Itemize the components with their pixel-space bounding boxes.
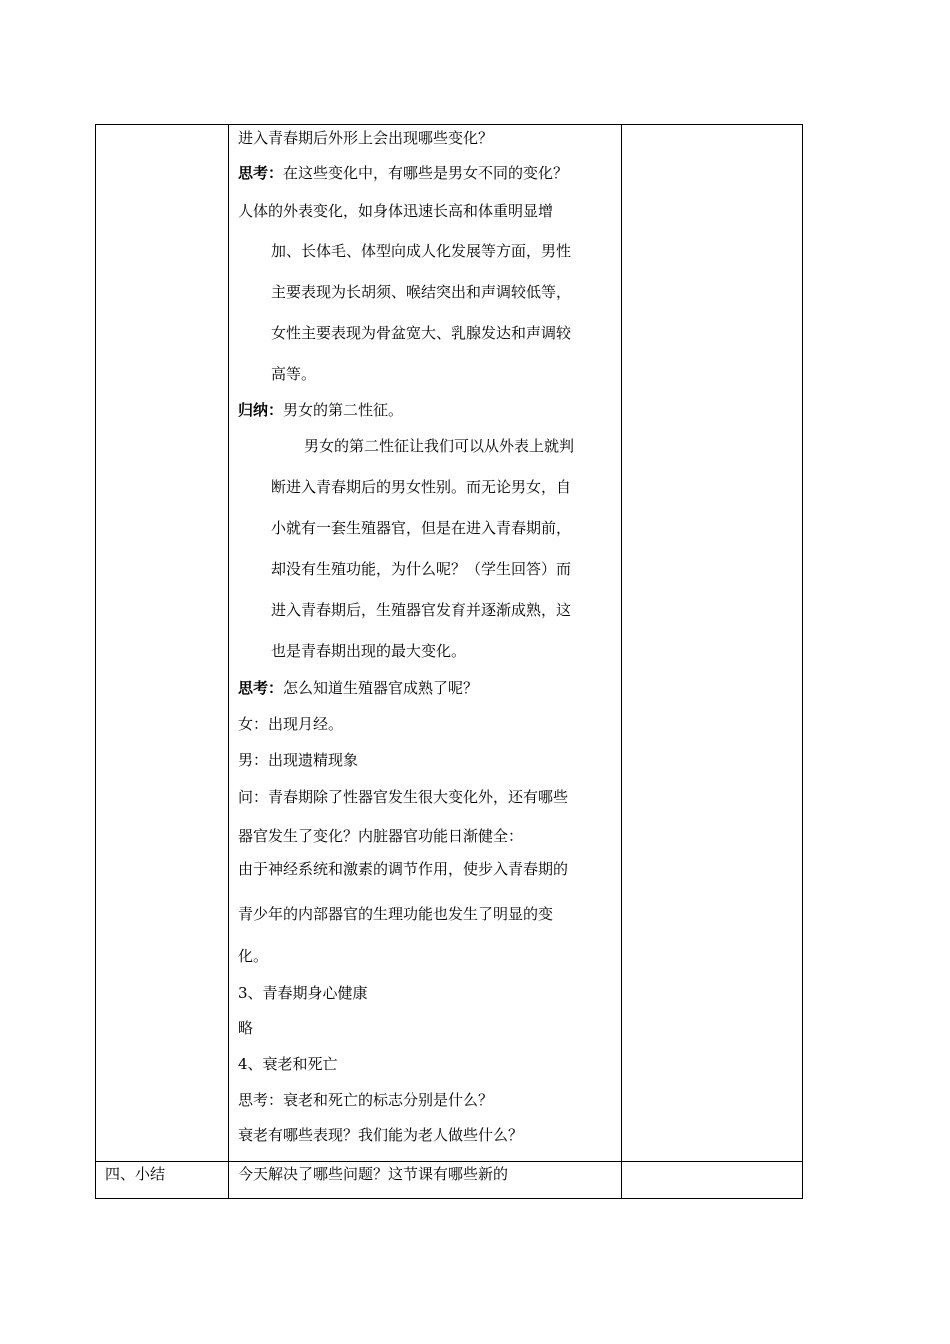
paragraph-line: 加、长体毛、体型向成人化发展等方面，男性 (271, 242, 572, 260)
section-question-4: 衰老有哪些表现？我们能为老人做些什么？ (238, 1126, 524, 1144)
summary-text: 男女的第二性征。 (283, 401, 404, 419)
paragraph-line: 高等。 (271, 365, 317, 383)
question-line: 器官发生了变化？内脏器官功能日渐健全： (238, 827, 524, 845)
text-line: 进入青春期后外形上会出现哪些变化？ (238, 129, 494, 147)
summary-label: 归纳： (238, 401, 284, 419)
paragraph-line: 人体的外表变化，如身体迅速长高和体重明显增 (238, 202, 554, 220)
female-line: 女：出现月经。 (238, 715, 344, 733)
paragraph-line: 女性主要表现为骨盆宽大、乳腺发达和声调较 (271, 324, 572, 342)
think-label: 思考： (238, 679, 284, 697)
paragraph-line: 男女的第二性征让我们可以从外表上就判 (304, 437, 575, 455)
paragraph-line: 进入青春期后，生殖器官发育并逐渐成熟，这 (271, 601, 572, 619)
column-divider-2 (621, 125, 622, 1198)
think-text: 在这些变化中，有哪些是男女不同的变化？ (283, 164, 569, 182)
think-text: 怎么知道生殖器官成熟了呢？ (283, 679, 479, 697)
question-line: 问：青春期除了性器官发生很大变化外，还有哪些 (238, 788, 569, 806)
paragraph-line: 小就有一套生殖器官，但是在进入青春期前， (271, 519, 572, 537)
think-line-1 (238, 163, 568, 183)
male-line: 男：出现遗精现象 (238, 751, 359, 769)
stage-label: 四、小结 (105, 1165, 166, 1183)
section-think-4: 思考：衰老和死亡的标志分别是什么？ (238, 1091, 494, 1109)
paragraph-line: 却没有生殖功能，为什么呢？（学生回答）而 (271, 560, 572, 578)
think-line-2 (238, 678, 478, 698)
think-label: 思考： (238, 164, 284, 182)
summary-row-text: 今天解决了哪些问题？这节课有哪些新的 (238, 1165, 509, 1183)
row-divider (96, 1161, 802, 1162)
section-heading-3: 3、青春期身心健康 (238, 984, 368, 1002)
section-text-3: 略 (238, 1019, 254, 1037)
paragraph-line: 断进入青春期后的男女性别。而无论男女，自 (271, 478, 572, 496)
paragraph-line: 由于神经系统和激素的调节作用，使步入青春期的 (238, 860, 569, 878)
section-heading-4: 4、衰老和死亡 (238, 1055, 338, 1073)
paragraph-line: 化。 (238, 947, 269, 965)
column-divider-1 (228, 125, 229, 1198)
paragraph-line: 青少年的内部器官的生理功能也发生了明显的变 (238, 905, 554, 923)
summary-line (238, 400, 403, 420)
paragraph-line: 主要表现为长胡须、喉结突出和声调较低等， (271, 283, 572, 301)
paragraph-line: 也是青春期出现的最大变化。 (271, 642, 467, 660)
